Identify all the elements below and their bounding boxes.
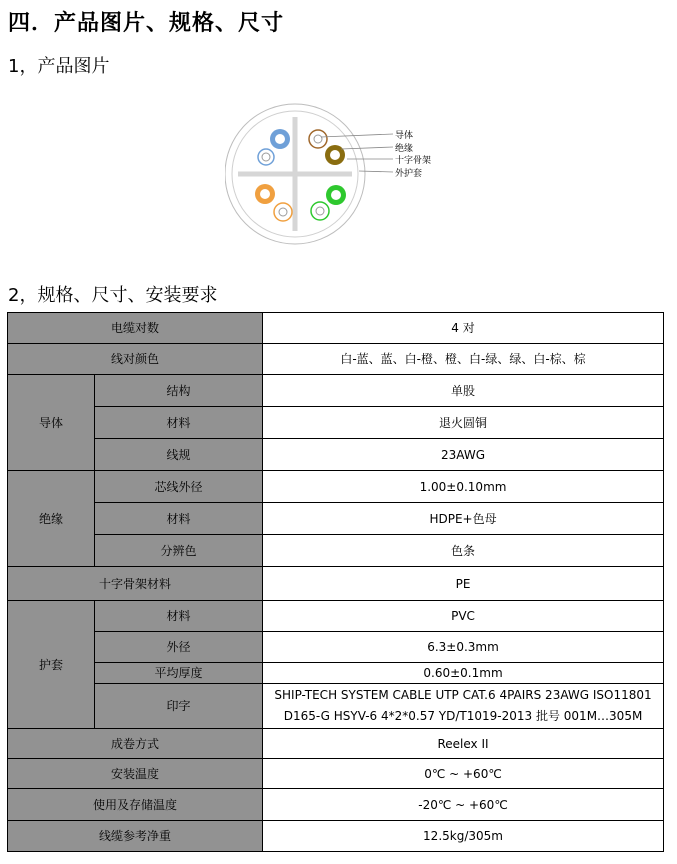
table-row [8, 567, 664, 601]
section-heading-picture: 1，产品图片 [8, 56, 110, 77]
row-value: 单股 [263, 375, 664, 407]
table-row [8, 759, 664, 789]
print-line-2: D165-G HSYV-6 4*2*0.57 YD/T1019-2013 批号 001M…305M [283, 709, 643, 723]
table-row [8, 821, 664, 852]
label-outer-sheath: 外护套 [395, 169, 423, 179]
row-label: 十字骨架材料 [8, 567, 263, 601]
row-label: 分辨色 [95, 535, 263, 567]
row-label: 线规 [95, 439, 263, 471]
table-row [8, 344, 664, 375]
group-label: 绝缘 [8, 471, 95, 567]
row-value: Reelex II [263, 729, 664, 759]
row-value: 0.60±0.1mm [263, 663, 664, 684]
row-label: 成卷方式 [8, 729, 263, 759]
row-value: 23AWG [263, 439, 664, 471]
row-value: 退火圆铜 [263, 407, 664, 439]
table-row [8, 407, 664, 439]
table-row [8, 535, 664, 567]
row-value: 色条 [263, 535, 664, 567]
label-conductor: 导体 [395, 131, 414, 141]
row-value: 12.5kg/305m [263, 821, 664, 852]
table-row [8, 601, 664, 632]
table-row [8, 375, 664, 407]
table-row [8, 632, 664, 663]
cable-cross-section-diagram [225, 101, 465, 247]
row-label: 材料 [95, 407, 263, 439]
label-cross-filler: 十字骨架 [395, 156, 432, 166]
row-label: 安装温度 [8, 759, 263, 789]
row-label: 印字 [95, 684, 263, 729]
row-value: 白-蓝、蓝、白-橙、橙、白-绿、绿、白-棕、棕 [263, 344, 664, 375]
spec-table [7, 312, 664, 852]
table-row [8, 684, 664, 729]
page-title: 四．产品图片、规格、尺寸 [8, 11, 285, 36]
row-value [263, 684, 664, 729]
section-heading-spec: 2，规格、尺寸、安装要求 [8, 285, 218, 306]
table-row [8, 313, 664, 344]
table-row [8, 471, 664, 503]
white-orange-conductor [274, 203, 292, 221]
row-value: 0℃ ~ +60℃ [263, 759, 664, 789]
white-green-conductor [311, 202, 329, 220]
row-label: 线缆参考净重 [8, 821, 263, 852]
row-label: 平均厚度 [95, 663, 263, 684]
row-label: 结构 [95, 375, 263, 407]
row-value: 1.00±0.10mm [263, 471, 664, 503]
row-label: 材料 [95, 503, 263, 535]
row-label: 电缆对数 [8, 313, 263, 344]
table-row [8, 729, 664, 759]
row-value: PE [263, 567, 664, 601]
table-row [8, 789, 664, 821]
row-value: 4 对 [263, 313, 664, 344]
white-blue-conductor [258, 149, 274, 165]
group-label: 护套 [8, 601, 95, 729]
row-value: PVC [263, 601, 664, 632]
print-line-1: SHIP-TECH SYSTEM CABLE UTP CAT.6 4PAIRS 23AWG ISO11801 [274, 688, 652, 702]
row-label: 材料 [95, 601, 263, 632]
row-label: 线对颜色 [8, 344, 263, 375]
row-label: 外径 [95, 632, 263, 663]
row-value: 6.3±0.3mm [263, 632, 664, 663]
table-row [8, 663, 664, 684]
row-value: -20℃ ~ +60℃ [263, 789, 664, 821]
row-label: 使用及存储温度 [8, 789, 263, 821]
group-label: 导体 [8, 375, 95, 471]
table-row [8, 439, 664, 471]
table-row [8, 503, 664, 535]
row-value: HDPE+色母 [263, 503, 664, 535]
row-label: 芯线外径 [95, 471, 263, 503]
white-brown-conductor [309, 130, 327, 148]
label-insulation: 绝缘 [395, 144, 414, 154]
